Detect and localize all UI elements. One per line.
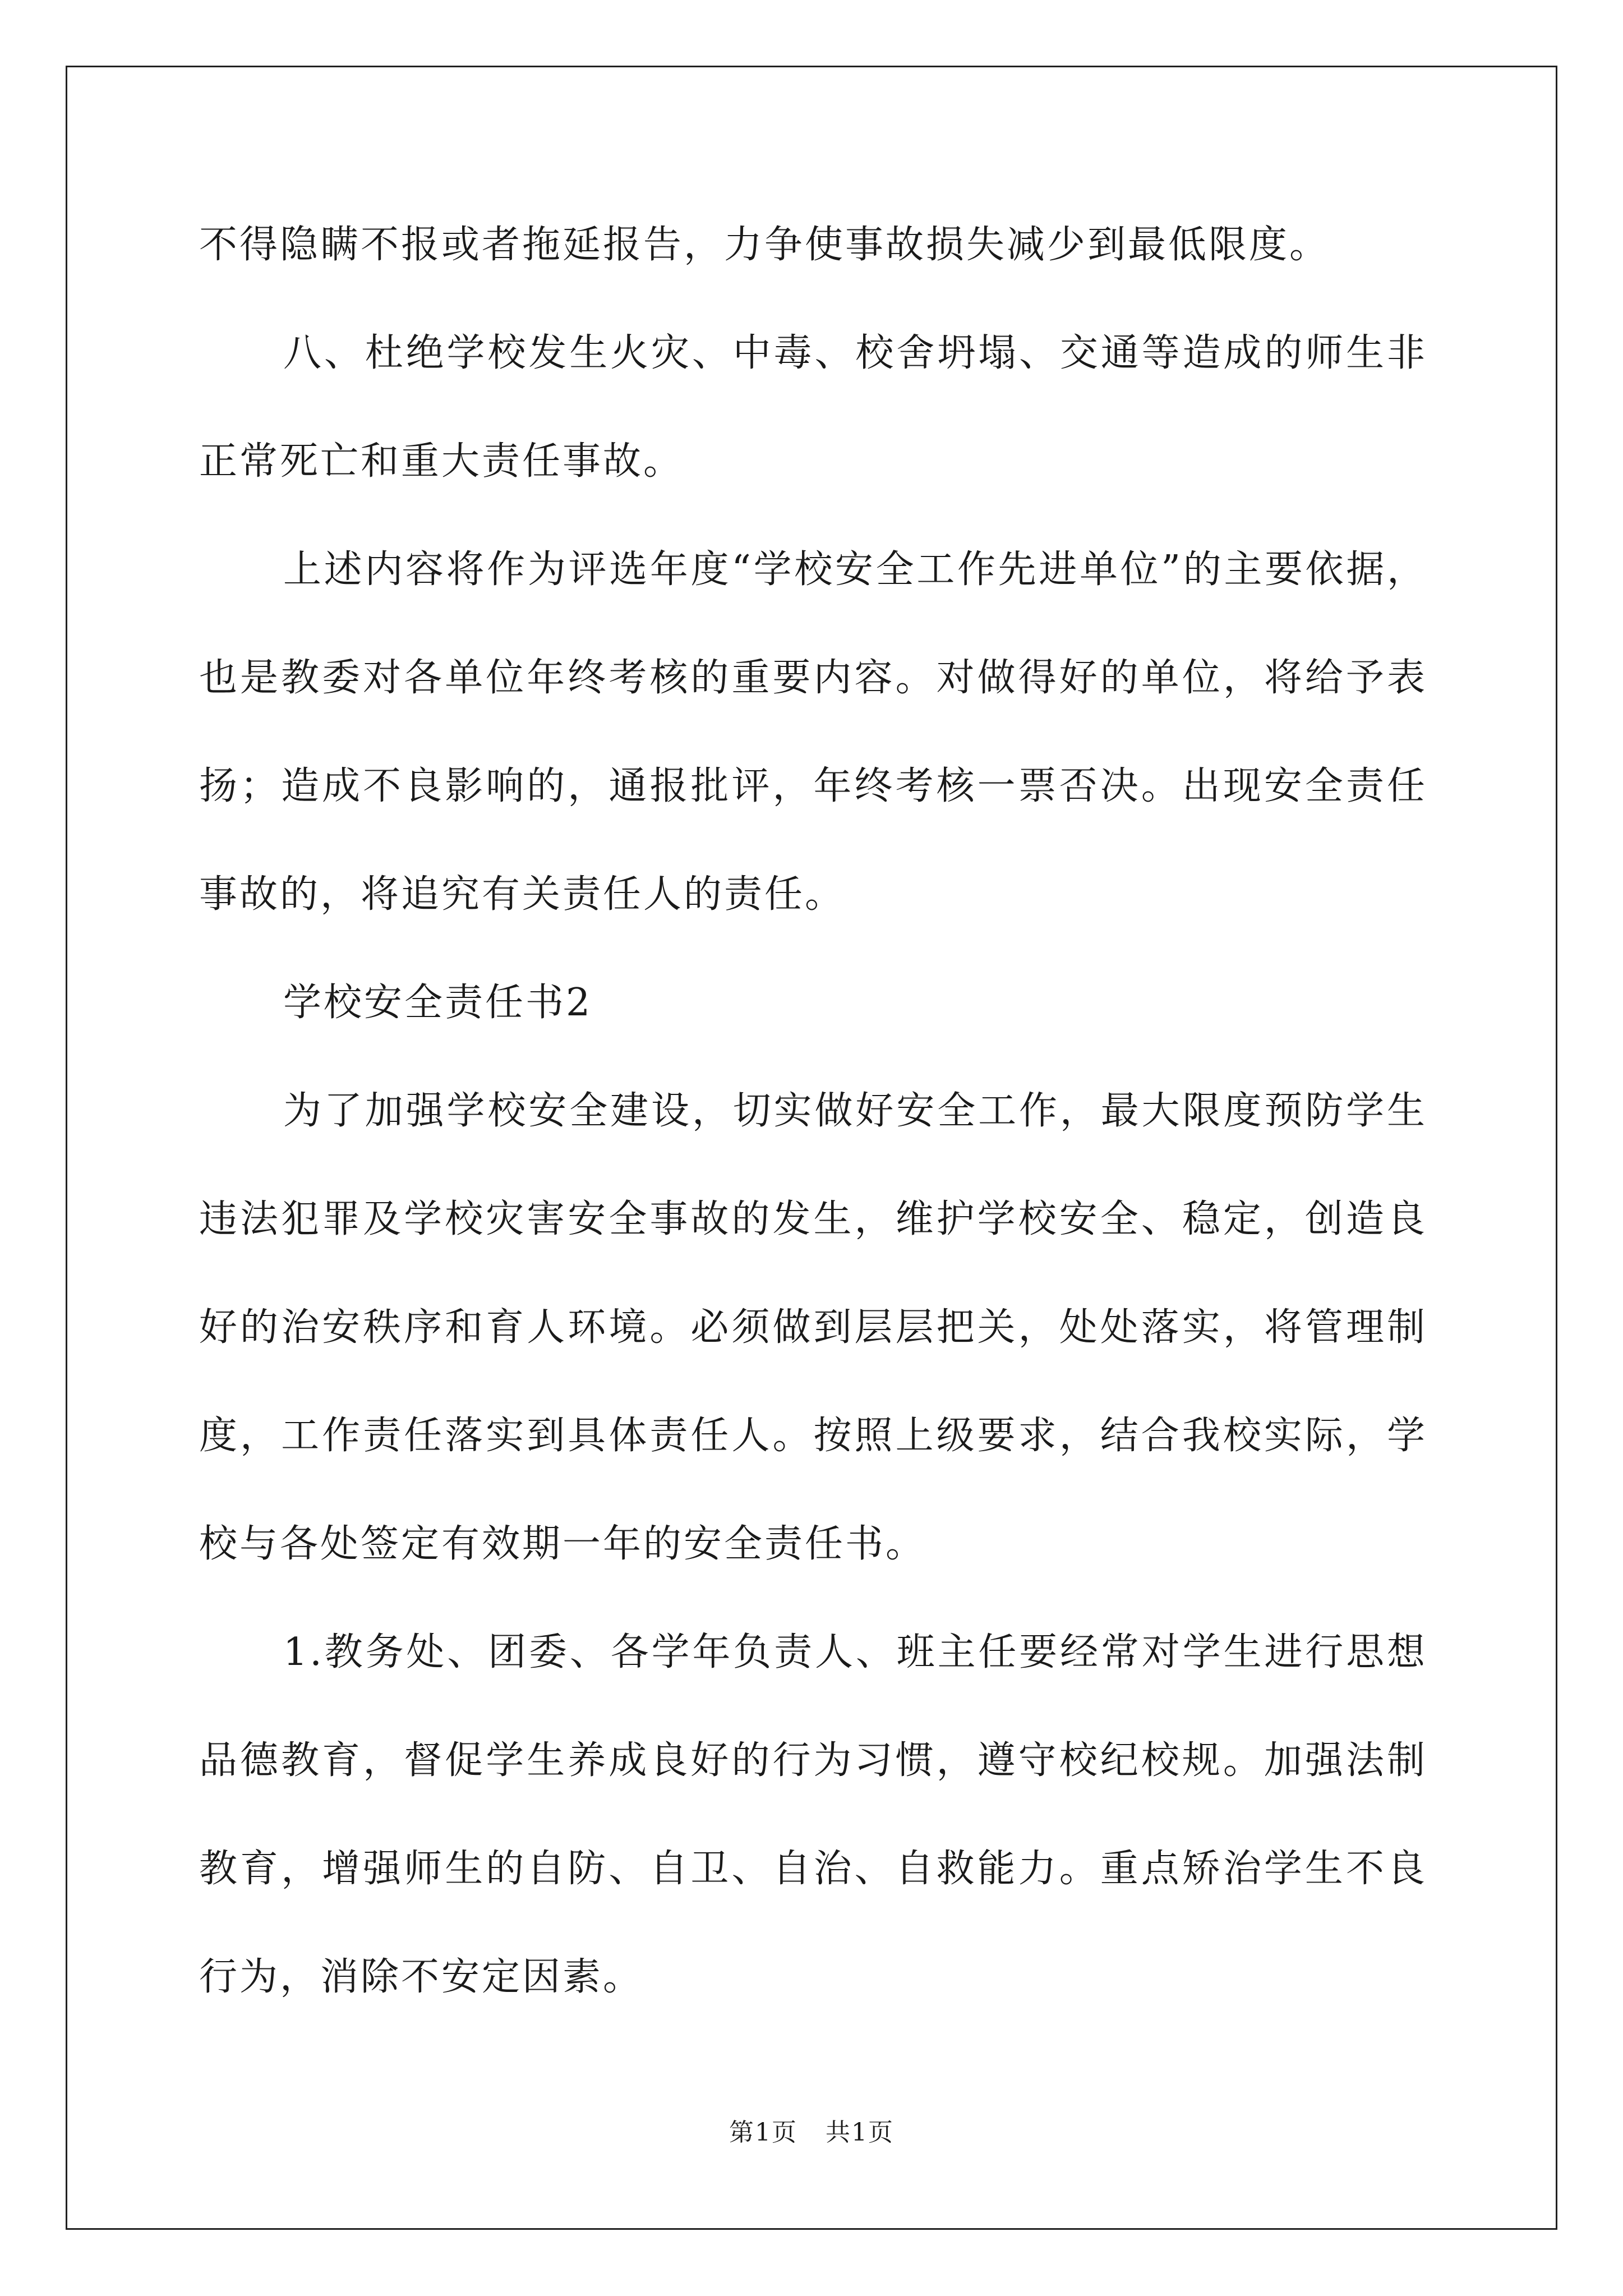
- paragraph-5: 1.教务处、团委、各学年负责人、班主任要经常对学生进行思想品德教育，督促学生养成良好的行为习惯，遵守校纪校规。加强法制教育，增强师生的自防、自卫、自治、自救能力。重点矫治学生不良行为，消除不安定因素。: [199, 1630, 1427, 1999]
- page-total: 共1页: [826, 2118, 894, 2147]
- paragraph-4: 为了加强学校安全建设，切实做好安全工作，最大限度预防学生违法犯罪及学校灾害安全事故的发生，维护学校安全、稳定，创造良好的治安秩序和育人环境。必须做到层层把关，处处落实，将管理制度，工作责任落实到具体责任人。按照上级要求，结合我校实际，学校与各处签定有效期一年的安全责任书。: [199, 1089, 1427, 1566]
- page-footer: [0, 2112, 1623, 2148]
- section-heading: 学校安全责任书2: [283, 981, 593, 1025]
- paragraph-3: 上述内容将作为评选年度“学校安全工作先进单位”的主要依据，也是教委对各单位年终考核的重要内容。对做得好的单位，将给予表扬；造成不良影响的，通报批评，年终考核一票否决。出现安全责任事故的，将追究有关责任人的责任。: [199, 547, 1427, 917]
- paragraph-1: 不得隐瞒不报或者拖延报告，力争使事故损失减少到最低限度。: [199, 223, 1330, 267]
- document-body: [199, 191, 1427, 2031]
- paragraph-2: 八、杜绝学校发生火灾、中毒、校舍坍塌、交通等造成的师生非正常死亡和重大责任事故。: [199, 331, 1427, 484]
- page-number: 第1页: [729, 2118, 797, 2147]
